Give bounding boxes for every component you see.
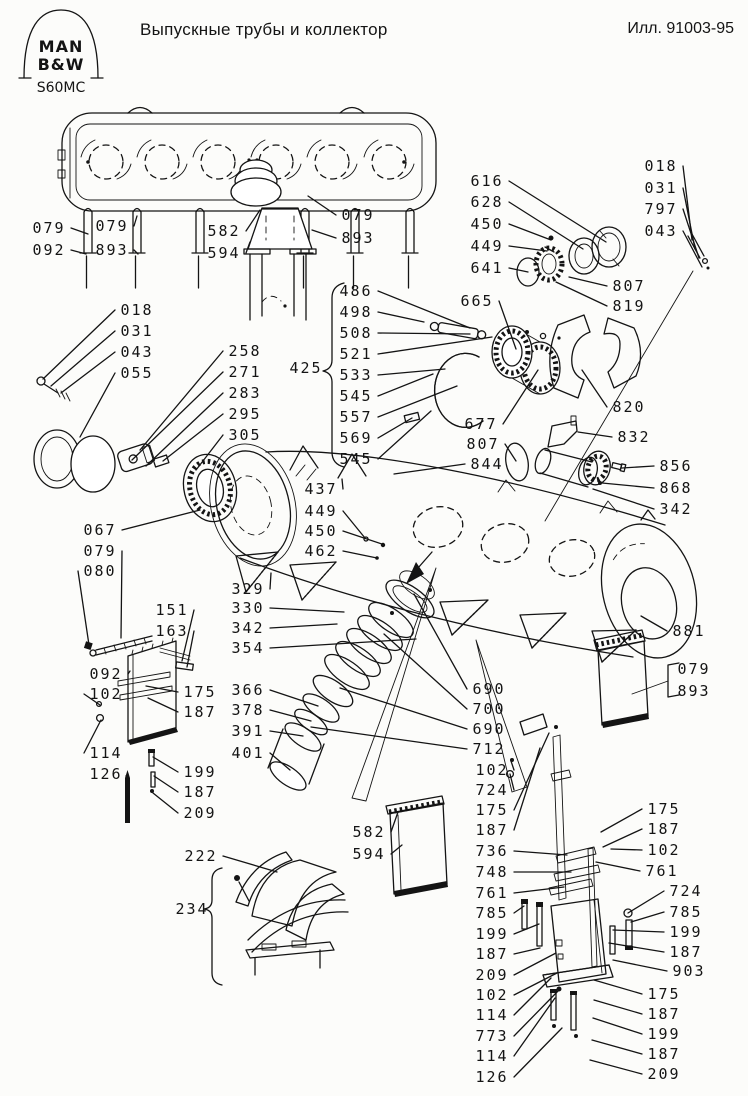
- leader-line: [514, 978, 551, 1015]
- leader-line: [71, 228, 88, 234]
- part-label: 234: [175, 900, 209, 918]
- port-opening: [372, 145, 406, 179]
- leader-line: [556, 282, 607, 306]
- hanger-stud: [80, 209, 96, 289]
- manbw-logo: [19, 10, 103, 96]
- part-label: 079: [677, 660, 711, 678]
- part-label: 545: [339, 450, 373, 468]
- leader-line: [343, 531, 382, 544]
- part-label: 018: [120, 301, 154, 319]
- part-label: 079: [341, 206, 375, 224]
- part-label: 486: [339, 282, 373, 300]
- split-clamp-shells: [550, 315, 641, 398]
- part-label: 079: [32, 219, 66, 237]
- leader-line: [391, 812, 398, 832]
- part-label: 031: [644, 179, 678, 197]
- port-opening: [89, 145, 123, 179]
- leader-line: [511, 761, 514, 770]
- leader-line: [148, 698, 178, 712]
- leader-line: [308, 196, 336, 215]
- part-label: 736: [475, 842, 509, 860]
- leader-line: [146, 686, 178, 692]
- part-label: 819: [612, 297, 646, 315]
- collector-body: [197, 435, 710, 801]
- part-label: 665: [460, 292, 494, 310]
- part-label: 533: [339, 366, 373, 384]
- leader-line: [154, 776, 178, 792]
- part-label: 330: [231, 599, 265, 617]
- leader-line: [43, 310, 115, 379]
- part-label: 820: [612, 398, 646, 416]
- part-label: 521: [339, 345, 373, 363]
- leader-line: [514, 733, 549, 810]
- part-label: 844: [470, 455, 504, 473]
- leader-line: [601, 809, 642, 832]
- leader-line: [594, 980, 642, 994]
- leader-line: [378, 312, 424, 322]
- leader-line: [132, 372, 223, 460]
- part-label: 807: [466, 435, 500, 453]
- leader-line: [641, 616, 667, 631]
- part-label: 187: [647, 1005, 681, 1023]
- hanger-stud: [402, 209, 418, 289]
- leader-line: [514, 1028, 562, 1077]
- part-label: 545: [339, 387, 373, 405]
- leader-line: [122, 510, 200, 530]
- port-opening: [315, 145, 349, 179]
- leader-line: [340, 688, 467, 729]
- part-label: 893: [341, 229, 375, 247]
- leader-line: [270, 608, 344, 612]
- part-label: 175: [475, 801, 509, 819]
- leader-line: [596, 862, 640, 871]
- part-label: 187: [475, 945, 509, 963]
- part-label: 594: [352, 845, 386, 863]
- part-label: 187: [475, 821, 509, 839]
- leader-line: [384, 634, 467, 709]
- part-label: 342: [231, 619, 265, 637]
- part-label: 092: [89, 665, 123, 683]
- part-label: 209: [475, 966, 509, 984]
- leader-line: [394, 464, 465, 474]
- part-label: 594: [207, 244, 241, 262]
- leader-line: [514, 887, 564, 893]
- part-label: 080: [83, 562, 117, 580]
- port-opening: [201, 145, 235, 179]
- part-label: 628: [470, 193, 504, 211]
- part-label: 832: [617, 428, 651, 446]
- part-label: 893: [677, 682, 711, 700]
- part-label: 557: [339, 408, 373, 426]
- leader-line: [594, 1000, 642, 1014]
- leader-line: [223, 856, 277, 872]
- leader-line: [509, 202, 583, 249]
- page-title: Выпускные трубы и коллектор: [140, 20, 388, 39]
- part-label: 102: [475, 761, 509, 779]
- leader-line: [683, 209, 699, 258]
- leader-line: [378, 337, 492, 354]
- part-label: 856: [659, 457, 693, 475]
- leader-line: [593, 1018, 642, 1034]
- expansion-bellows: [266, 565, 440, 795]
- logo-line1: MAN: [38, 37, 84, 56]
- part-label: 437: [304, 480, 338, 498]
- leader-line: [592, 1040, 642, 1054]
- leader-line: [414, 594, 467, 689]
- part-label: 881: [672, 622, 706, 640]
- part-label: 616: [470, 172, 504, 190]
- part-label: 391: [231, 722, 265, 740]
- leader-line: [514, 990, 559, 1036]
- leader-line: [311, 727, 467, 749]
- part-label: 724: [475, 781, 509, 799]
- leader-line: [391, 845, 402, 854]
- part-label: 175: [183, 683, 217, 701]
- loose-panel-582: [386, 796, 448, 897]
- leader-line: [270, 573, 271, 589]
- logo-model: S60MC: [36, 80, 86, 96]
- part-label: 690: [472, 680, 506, 698]
- leader-line: [378, 418, 412, 438]
- part-label: 043: [644, 222, 678, 240]
- part-label: 187: [183, 783, 217, 801]
- part-label: 868: [659, 479, 693, 497]
- leader-line: [514, 953, 556, 975]
- leader-line: [270, 710, 311, 721]
- part-label: 222: [184, 847, 218, 865]
- part-label: 151: [155, 601, 189, 619]
- part-label: 677: [464, 415, 498, 433]
- part-label: 163: [155, 622, 189, 640]
- leader-line: [342, 479, 343, 489]
- part-label: 295: [228, 405, 262, 423]
- part-label: 126: [89, 765, 123, 783]
- part-label: 055: [120, 364, 154, 382]
- leader-line: [613, 960, 667, 971]
- part-label: 018: [644, 157, 678, 175]
- leader-line: [613, 930, 664, 932]
- part-label: 187: [183, 703, 217, 721]
- part-label: 342: [659, 500, 693, 518]
- logo-line2: B&W: [37, 55, 85, 74]
- part-label: 283: [228, 384, 262, 402]
- part-label: 305: [228, 426, 262, 444]
- leader-line: [602, 483, 654, 488]
- part-label: 187: [669, 943, 703, 961]
- leader-line: [153, 793, 178, 813]
- leader-line: [514, 998, 555, 1056]
- leader-line: [582, 370, 607, 407]
- part-label: 067: [83, 521, 117, 539]
- part-label: 187: [647, 1045, 681, 1063]
- part-label: 797: [644, 200, 678, 218]
- gasket-and-clamp-parts: [34, 377, 243, 527]
- part-label: 114: [475, 1006, 509, 1024]
- part-label: 079: [95, 217, 129, 235]
- part-label: 199: [669, 923, 703, 941]
- leader-line: [78, 571, 89, 645]
- part-label: 209: [647, 1065, 681, 1083]
- part-label: 187: [647, 820, 681, 838]
- leader-line: [378, 374, 433, 396]
- part-label: 785: [475, 904, 509, 922]
- part-label: 724: [669, 882, 703, 900]
- leader-line: [121, 551, 122, 638]
- leader-line: [514, 948, 540, 954]
- part-label: 582: [207, 222, 241, 240]
- part-label: 712: [472, 740, 506, 758]
- part-label: 114: [89, 744, 123, 762]
- hanger-stud: [129, 209, 145, 289]
- part-label: 175: [647, 800, 681, 818]
- leader-line: [622, 466, 654, 468]
- leader-line: [509, 224, 551, 240]
- part-label: 903: [672, 962, 706, 980]
- hanger-stud: [192, 209, 208, 289]
- leader-line: [514, 851, 567, 855]
- part-label: 401: [231, 744, 265, 762]
- part-label: 199: [183, 763, 217, 781]
- part-label: 641: [470, 259, 504, 277]
- leader-line: [343, 551, 377, 558]
- leader-line: [603, 829, 642, 847]
- leader-line: [609, 943, 664, 952]
- part-label: 043: [120, 343, 154, 361]
- part-label: 449: [304, 502, 338, 520]
- leader-line: [270, 624, 337, 628]
- part-label: 366: [231, 681, 265, 699]
- part-label: 102: [475, 986, 509, 1004]
- part-label: 378: [231, 701, 265, 719]
- leader-line: [628, 891, 664, 913]
- part-label: 102: [647, 841, 681, 859]
- part-label: 175: [647, 985, 681, 1003]
- part-label: 425: [289, 359, 323, 377]
- part-label: 199: [647, 1025, 681, 1043]
- part-label: 450: [470, 215, 504, 233]
- pipe-ring-set: [517, 227, 710, 521]
- leader-line: [378, 333, 470, 334]
- part-label: 893: [95, 241, 129, 259]
- part-label: 785: [669, 903, 703, 921]
- part-label: 761: [645, 862, 679, 880]
- part-label: 761: [475, 884, 509, 902]
- part-label: 449: [470, 237, 504, 255]
- part-label: 690: [472, 720, 506, 738]
- part-label: 569: [339, 429, 373, 447]
- part-label: 582: [352, 823, 386, 841]
- leader-line: [80, 373, 115, 437]
- part-label: 329: [231, 580, 265, 598]
- leader-line: [134, 216, 137, 226]
- illustration-number: Илл. 91003-95: [627, 20, 734, 37]
- leader-line: [270, 690, 318, 706]
- pipe-stub: [503, 416, 626, 488]
- part-label: 102: [89, 685, 123, 703]
- leader-line: [312, 230, 336, 238]
- hanging-panel-right: [594, 630, 679, 728]
- part-label: 031: [120, 322, 154, 340]
- leader-line: [153, 757, 178, 772]
- part-label: 199: [475, 925, 509, 943]
- leader-line: [569, 277, 607, 286]
- part-label: 450: [304, 522, 338, 540]
- part-label: 462: [304, 542, 338, 560]
- part-label: 508: [339, 324, 373, 342]
- leader-line: [590, 1060, 642, 1074]
- leader-line: [631, 912, 664, 922]
- part-label: 209: [183, 804, 217, 822]
- leader-line: [611, 849, 642, 850]
- part-label: 807: [612, 277, 646, 295]
- part-labels: [32, 157, 710, 1086]
- part-label: 126: [475, 1068, 509, 1086]
- part-label: 354: [231, 639, 265, 657]
- part-label: 748: [475, 863, 509, 881]
- part-label: 114: [475, 1047, 509, 1065]
- compensator-fittings: [404, 321, 560, 428]
- flow-arrow: [406, 552, 432, 584]
- port-opening: [145, 145, 179, 179]
- part-label: 258: [228, 342, 262, 360]
- part-label: 773: [475, 1027, 509, 1045]
- collector-top-view: [58, 108, 436, 321]
- leader-line: [378, 369, 445, 375]
- part-label: 092: [32, 241, 66, 259]
- part-label: 700: [472, 700, 506, 718]
- leader-line: [343, 511, 365, 538]
- part-label: 079: [83, 542, 117, 560]
- part-label: 498: [339, 303, 373, 321]
- part-label: 271: [228, 363, 262, 381]
- leader-line: [509, 268, 528, 272]
